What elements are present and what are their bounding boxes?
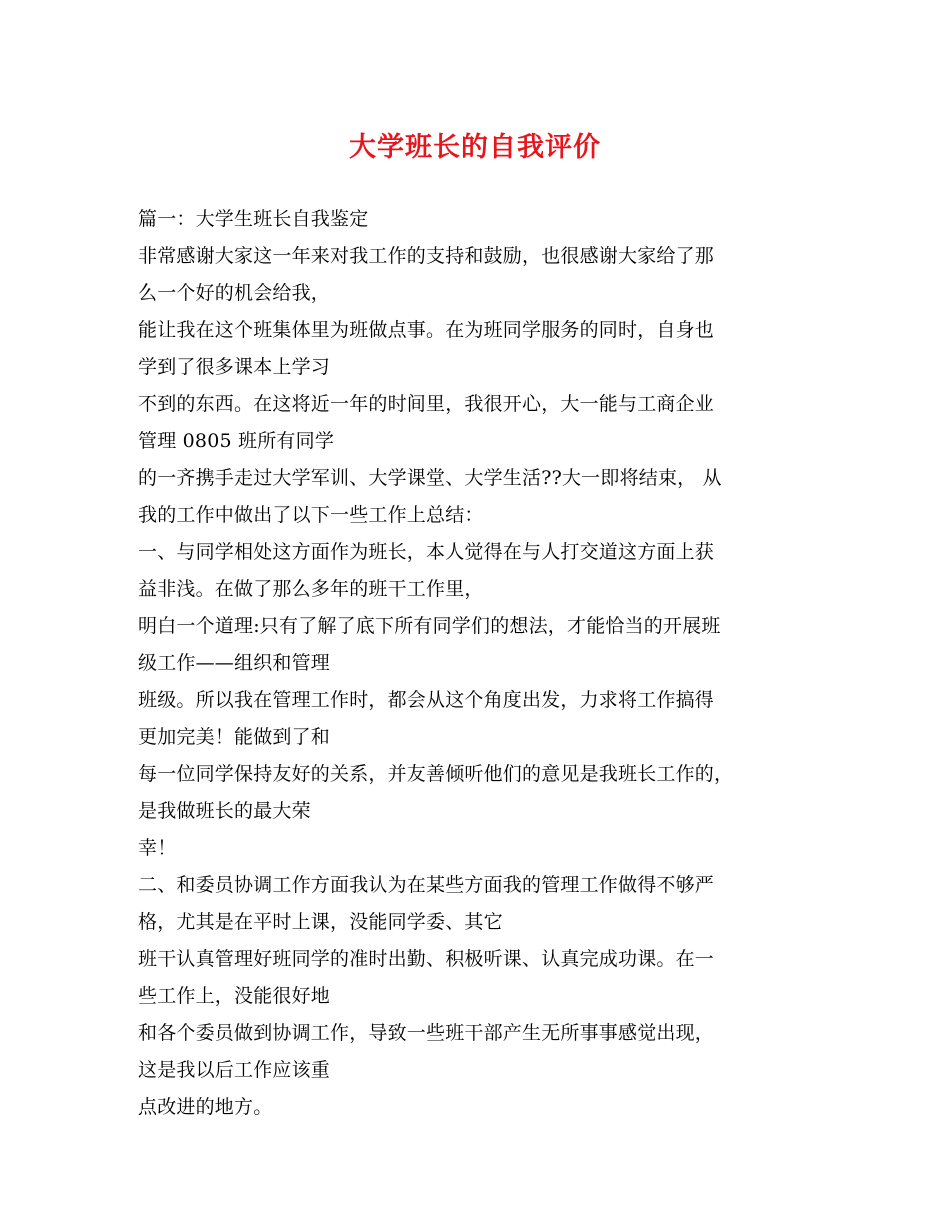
text-line: 能让我在这个班集体里为班做点事。在为班同学服务的同时，自身也: [138, 319, 715, 341]
text-line: 级工作——组织和管理: [138, 652, 331, 674]
text-line: 管理 0805 班所有同学: [138, 430, 335, 452]
text-line: 二、和委员协调工作方面我认为在某些方面我的管理工作做得不够严: [138, 874, 715, 896]
text-line: 格，尤其是在平时上课，没能同学委、其它: [138, 911, 503, 933]
text-line: 篇一：大学生班长自我鉴定: [138, 208, 369, 230]
text-line: 明白一个道理:只有了解了底下所有同学们的想法，才能恰当的开展班: [138, 615, 721, 637]
text-line: 和各个委员做到协调工作，导致一些班干部产生无所事事感觉出现，: [138, 1022, 715, 1044]
document-title: 大学班长的自我评价: [349, 132, 601, 163]
text-line: 班级。所以我在管理工作时，都会从这个角度出发，力求将工作搞得: [138, 689, 715, 711]
text-line: 是我做班长的最大荣: [138, 800, 311, 822]
text-line: 幸！: [138, 837, 177, 859]
text-line: 这是我以后工作应该重: [138, 1059, 331, 1081]
text-line: 每一位同学保持友好的关系，并友善倾听他们的意见是我班长工作的，: [138, 763, 734, 785]
text-line: 一、与同学相处这方面作为班长，本人觉得在与人打交道这方面上获: [138, 541, 715, 563]
text-line: 学到了很多课本上学习: [138, 356, 331, 378]
text-line: 的一齐携手走过大学军训、大学课堂、大学生活??大一即将结束， 从: [138, 467, 722, 489]
text-line: 些工作上，没能很好地: [138, 985, 331, 1007]
text-line: 益非浅。在做了那么多年的班干工作里，: [138, 578, 484, 600]
text-line: 么一个好的机会给我，: [138, 282, 331, 304]
text-line: 更加完美！能做到了和: [138, 726, 331, 748]
text-line: 点改进的地方。: [138, 1096, 273, 1118]
text-line: 班干认真管理好班同学的准时出勤、积极听课、认真完成功课。在一: [138, 948, 715, 970]
text-line: 不到的东西。在这将近一年的时间里，我很开心，大一能与工商企业: [138, 393, 715, 415]
text-line: 非常感谢大家这一年来对我工作的支持和鼓励，也很感谢大家给了那: [138, 245, 715, 267]
text-line: 我的工作中做出了以下一些工作上总结：: [138, 504, 484, 526]
document-body: [138, 201, 818, 1126]
